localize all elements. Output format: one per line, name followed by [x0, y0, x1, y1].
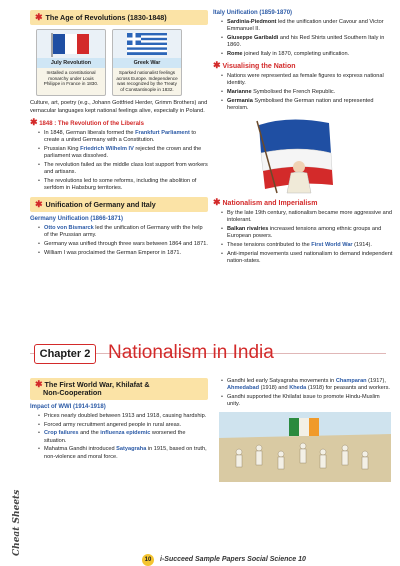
card-july-revolution: July Revolution Installed a constitutional monarchy under Louis Philippe in France in 1830.	[36, 29, 106, 96]
gandhi-list	[213, 378, 393, 408]
chapter-banner	[30, 342, 386, 366]
liberals-list	[30, 130, 208, 192]
list-item: • By the late 19th century, nationalism became more aggressive and intolerant.	[221, 210, 393, 224]
star-icon: ✱	[30, 116, 38, 127]
list-item: • Crop failures and the influenza epidemic worsened the situation.	[38, 430, 208, 444]
subheading-italy-unification: Italy Unification (1859-1870)	[213, 10, 293, 16]
chapter-label: Chapter 2	[34, 344, 96, 364]
list-item: • Gandhi led early Satyagraha movements in Champaran (1917), Ahmedabad (1918) and Kheda (1918) for peasants and workers.	[221, 378, 393, 392]
list-item: • In 1848, German liberals formed the Frankfurt Parliament to create a united Germany with a Constitution.	[38, 130, 208, 144]
card-greek-war: Greek War Sparked nationalist feelings across Europe. Independence was recognized by the Treaty of Constantinople in 1832.	[112, 29, 182, 96]
list-item: • Prussian King Friedrich Wilhelm IV rejected the crown and the parliament was dissolved.	[38, 146, 208, 160]
subheading-imperialism: ✱ Nationalism and Imperialism	[213, 197, 318, 208]
list-item: • Nations were represented as female figures to express national identity.	[221, 73, 393, 87]
list-item: • The revolutions led to some reforms, including the abolition of serfdom in Habsburg territories.	[38, 178, 208, 192]
page-number: 10	[142, 554, 154, 566]
list-item: • Balkan rivalries increased tensions among ethnic groups and European powers.	[221, 226, 393, 240]
list-item: • William I was proclaimed the German Emperor in 1871.	[38, 250, 208, 257]
subheading-visualising: ✱ Visualising the Nation	[213, 60, 296, 71]
list-item: • Mahatma Gandhi introduced Satyagraha in 1915, based on truth, non-violence and moral force.	[38, 446, 208, 460]
lower-right-column	[213, 378, 393, 482]
list-item: • Prices nearly doubled between 1913 and 1918, causing hardship.	[38, 413, 208, 420]
imperialism-list	[213, 210, 393, 265]
salt-march-illustration	[219, 412, 391, 482]
italy-list	[213, 19, 393, 58]
left-column	[30, 10, 208, 258]
list-item: • These tensions contributed to the First World War (1914).	[221, 242, 393, 249]
star-icon: ✱	[213, 197, 221, 208]
chapter-title: Nationalism in India	[108, 342, 274, 363]
subheading-impact-wwi: Impact of WWI (1914-1918)	[30, 404, 106, 410]
list-item: • Otto von Bismarck led the unification of Germany with the help of the Prussian army.	[38, 225, 208, 239]
subheading-germany-unification: Germany Unification (1866-1871)	[30, 215, 124, 222]
list-item: • Forced army recruitment angered people in rural areas.	[38, 422, 208, 429]
star-icon: ✱	[35, 198, 43, 209]
list-item: • The revolution failed as the middle class lost support from workers and artisans.	[38, 162, 208, 176]
list-item: • Anti-imperial movements used nationalism to demand independent nation-states.	[221, 251, 393, 265]
star-icon: ✱	[35, 12, 43, 22]
marianne-illustration	[219, 115, 389, 195]
page-footer	[0, 555, 400, 566]
star-icon: ✱	[35, 379, 43, 389]
cheat-sheets-sidemark: Cheat Sheets	[12, 489, 22, 556]
section-heading-first-world-war: ✱ The First World War, Khilafat & Non-Cooperation	[30, 378, 208, 400]
revolution-cards	[36, 29, 208, 96]
list-item: • Marianne Symbolised the French Republic.	[221, 89, 393, 96]
list-item: • Germania Symbolised the German nation and represented heroism.	[221, 98, 393, 112]
wwi-list	[30, 413, 208, 461]
lower-left-column	[30, 378, 208, 462]
list-item: • Rome joined Italy in 1870, completing unification.	[221, 51, 393, 58]
list-item: • Giuseppe Garibaldi and his Red Shirts united Southern Italy in 1860.	[221, 35, 393, 49]
footer-text: i-Succeed Sample Papers Social Science 10	[160, 556, 306, 563]
greek-flag-image	[113, 30, 181, 58]
subheading-liberals: ✱ 1848 : The Revolution of the Liberals	[30, 116, 144, 127]
revolutions-paragraph: Culture, art, poetry (e.g., Johann Gottfried Herder, Grimm Brothers) and vernacular languages kept national feelings alive, especially in Poland.	[30, 100, 208, 114]
star-icon: ✱	[213, 60, 221, 71]
section-heading-revolutions: ✱ The Age of Revolutions (1830-1848)	[30, 10, 208, 25]
right-column	[213, 10, 393, 266]
section-heading-unification: ✱ Unification of Germany and Italy	[30, 197, 208, 212]
germany-list	[30, 225, 208, 257]
list-item: • Sardinia-Piedmont led the unification under Cavour and Victor Emmanuel II.	[221, 19, 393, 33]
list-item: • Gandhi supported the Khilafat issue to promote Hindu-Muslim unity.	[221, 394, 393, 408]
french-flag-image	[37, 30, 105, 58]
list-item: • Germany was unified through three wars between 1864 and 1871.	[38, 241, 208, 248]
visualising-list	[213, 73, 393, 112]
